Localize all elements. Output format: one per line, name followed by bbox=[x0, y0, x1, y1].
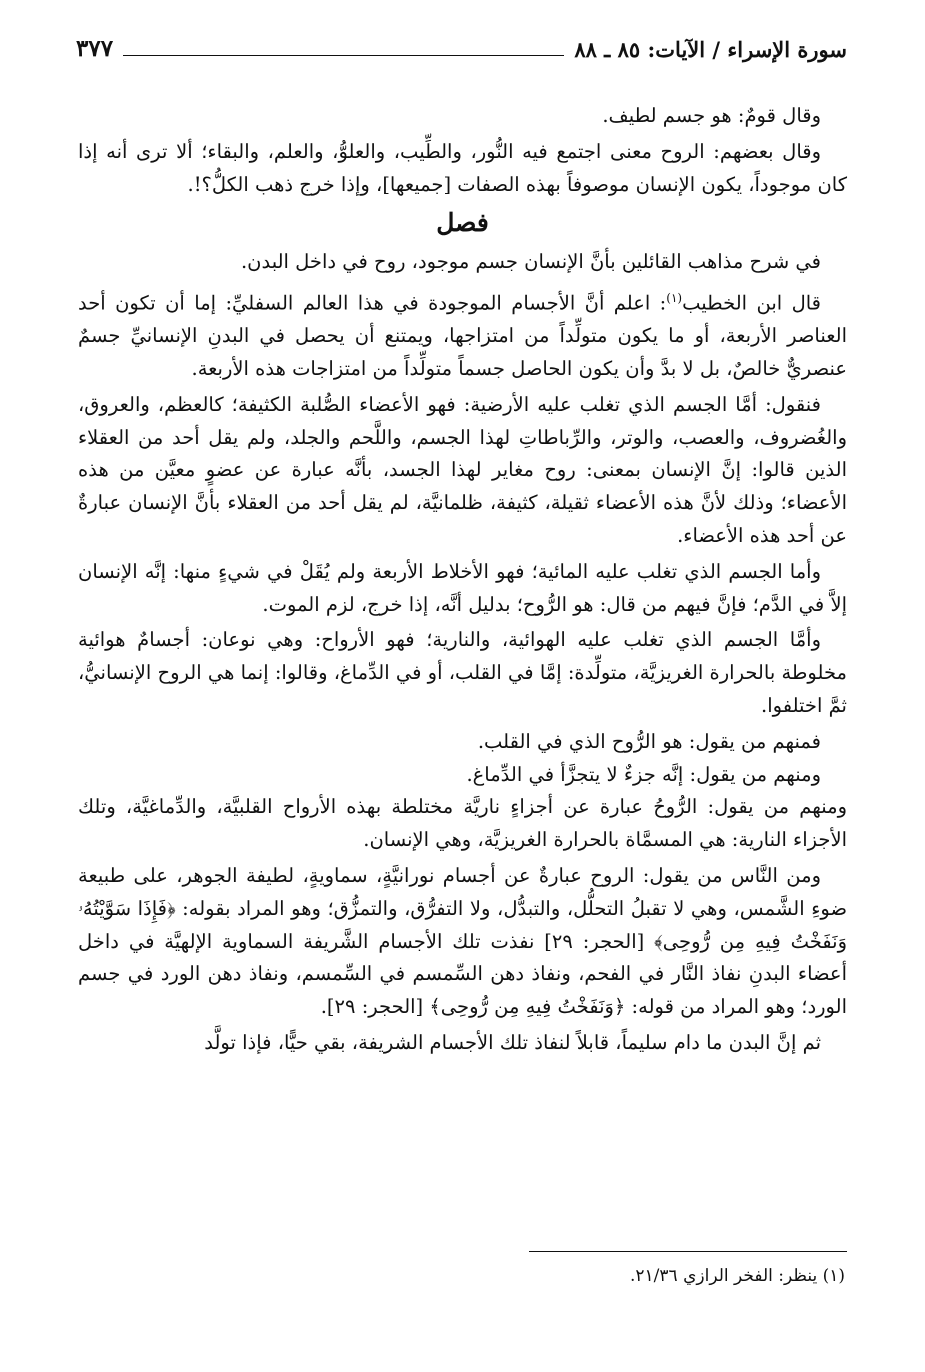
footnote-reference: (١) bbox=[666, 290, 683, 305]
paragraph bbox=[78, 282, 847, 386]
paragraph: وأما الجسم الذي تغلب عليه المائية؛ فهو الأخلاط الأربعة ولم يُقَلْ في شيءٍ منها: إنَّه الإنسان إلاَّ في الدَّم؛ فإنَّ فيهم من قال: هو الرُّوح؛ بدليل أنَّه، إذا خرج، لزم الموت. bbox=[78, 559, 847, 616]
header-rule bbox=[123, 55, 564, 56]
page-body bbox=[78, 100, 847, 1063]
section-intro: في شرح مذاهب القائلين بأنَّ الإنسان جسم موجود، روح في داخل البدن. bbox=[240, 250, 821, 274]
paragraph: وأمَّا الجسم الذي تغلب عليه الهوائية، والنارية؛ فهو الأرواح: وهي نوعان: أجسامٌ هوائية مخلوطة بالحرارة الغريزيَّة، متولِّدة: إمَّا في القلب، أو في الدِّماغ، وقالوا: إنما هي الروح الإنسانيُّ، ثمَّ اختلفوا. bbox=[78, 628, 847, 718]
paragraph: فمنهم من يقول: هو الرُّوح الذي في القلب. bbox=[477, 729, 821, 753]
running-header bbox=[76, 30, 847, 66]
paragraph: وقال بعضهم: الروح معنى اجتمع فيه النُّور، والطِّيب، والعلوُّ، والعلم، والبقاء؛ ألا ترى أنه إذا كان موجوداً، يكون الإنسان موصوفاً بهذه الصفات [جميعها]، وإذا خرج ذهب الكلُّ؟!. bbox=[78, 139, 847, 196]
paragraph: ومنهم من يقول: إنَّه جزءٌ لا يتجزَّأ في الدِّماغ. bbox=[466, 762, 821, 786]
section-heading: فصل bbox=[436, 208, 489, 238]
paragraph-text: : اعلم أنَّ الأجسام الموجودة في هذا العالم السفليِّ: إما أن تكون أحد العناصر الأربعة، أو ما يكون متولِّداً من امتزاجها، ويمتنع أن يحصل في البدنِ الإنسانيِّ جسمٌ عنصريٌّ خالصٌ، بل لا بدَّ وأن يكون الحاصل جسماً متولِّداً من امتزاجات هذه الأربعة. bbox=[78, 291, 847, 381]
footnote-rule bbox=[529, 1251, 847, 1252]
page-number: ٣٧٧ bbox=[76, 35, 114, 62]
paragraph: ومن النَّاس من يقول: الروح عبارةٌ عن أجسام نورانيَّةٍ، سماويةٍ، لطيفة الجوهر، على طبيعة ضوءِ الشَّمس، وهي لا تقبلُ التحلُّل، والتبدُّل، ولا التفرُّق، والتمزُّق؛ وهو المراد بقوله: ﴿فَإِذَا سَوَّيْتُهُۥ وَنَفَخْتُ فِيهِ مِن رُّوحِى﴾ [الحجر: ٢٩] نفذت تلك الأجسام الشَّريفة السماوية الإلهيَّة في داخل أعضاء البدنِ نفاذ النَّار في الفحم، ونفاذ دهن السِّمسم في السِّمسم، ونفاذ دهن الورد في جسم الورد؛ وهو المراد من قوله: ﴿وَنَفَخْتُ فِيهِ مِن رُّوحِى﴾ [الحجر: ٢٩]. bbox=[78, 864, 848, 1019]
running-title: سورة الإسراء / الآيات: ٨٥ ـ ٨٨ bbox=[574, 37, 847, 62]
footnote: (١) ينظر: الفخر الرازي ٢١/٣٦. bbox=[630, 1266, 845, 1286]
paragraph: فنقول: أمَّا الجسم الذي تغلب عليه الأرضية: فهو الأعضاء الصُّلبة الكثيفة؛ كالعظم، والعروق، والغُضروف، والعصب، والوتر، والرِّباطاتِ لهذا الجسم، واللَّحم والجلد، ولم يقل أحد من العقلاء الذين قالوا: إنَّ الإنسان بمعنى: روح مغاير لهذا الجسد، بأنَّه عبارة عن عضوٍ معيَّن من هذه الأعضاء؛ وذلك لأنَّ هذه الأعضاء ثقيلة، كثيفة، ظلمانيَّة، لم يقل أحد من العقلاء بأنَّ الإنسان عبارةٌ عن أحد هذه الأعضاء. bbox=[78, 392, 847, 548]
paragraph-text: قال ابن الخطيب bbox=[682, 291, 821, 315]
paragraph: ومنهم من يقول: الرُّوحُ عبارة عن أجزاءٍ ناريَّة مختلطة بهذه الأرواح القلبيَّة، والدِّماغيَّة، وتلك الأجزاء النارية: هي المسمَّاة بالحرارة الغريزيَّة، وهي الإنسان. bbox=[78, 795, 847, 852]
paragraph: وقال قومٌ: هو جسم لطيف. bbox=[602, 104, 821, 127]
paragraph: ثم إنَّ البدن ما دام سليماً، قابلاً لنفاذ تلك الأجسام الشريفة، بقي حيًّا، فإذا تولَّد bbox=[204, 1031, 821, 1055]
